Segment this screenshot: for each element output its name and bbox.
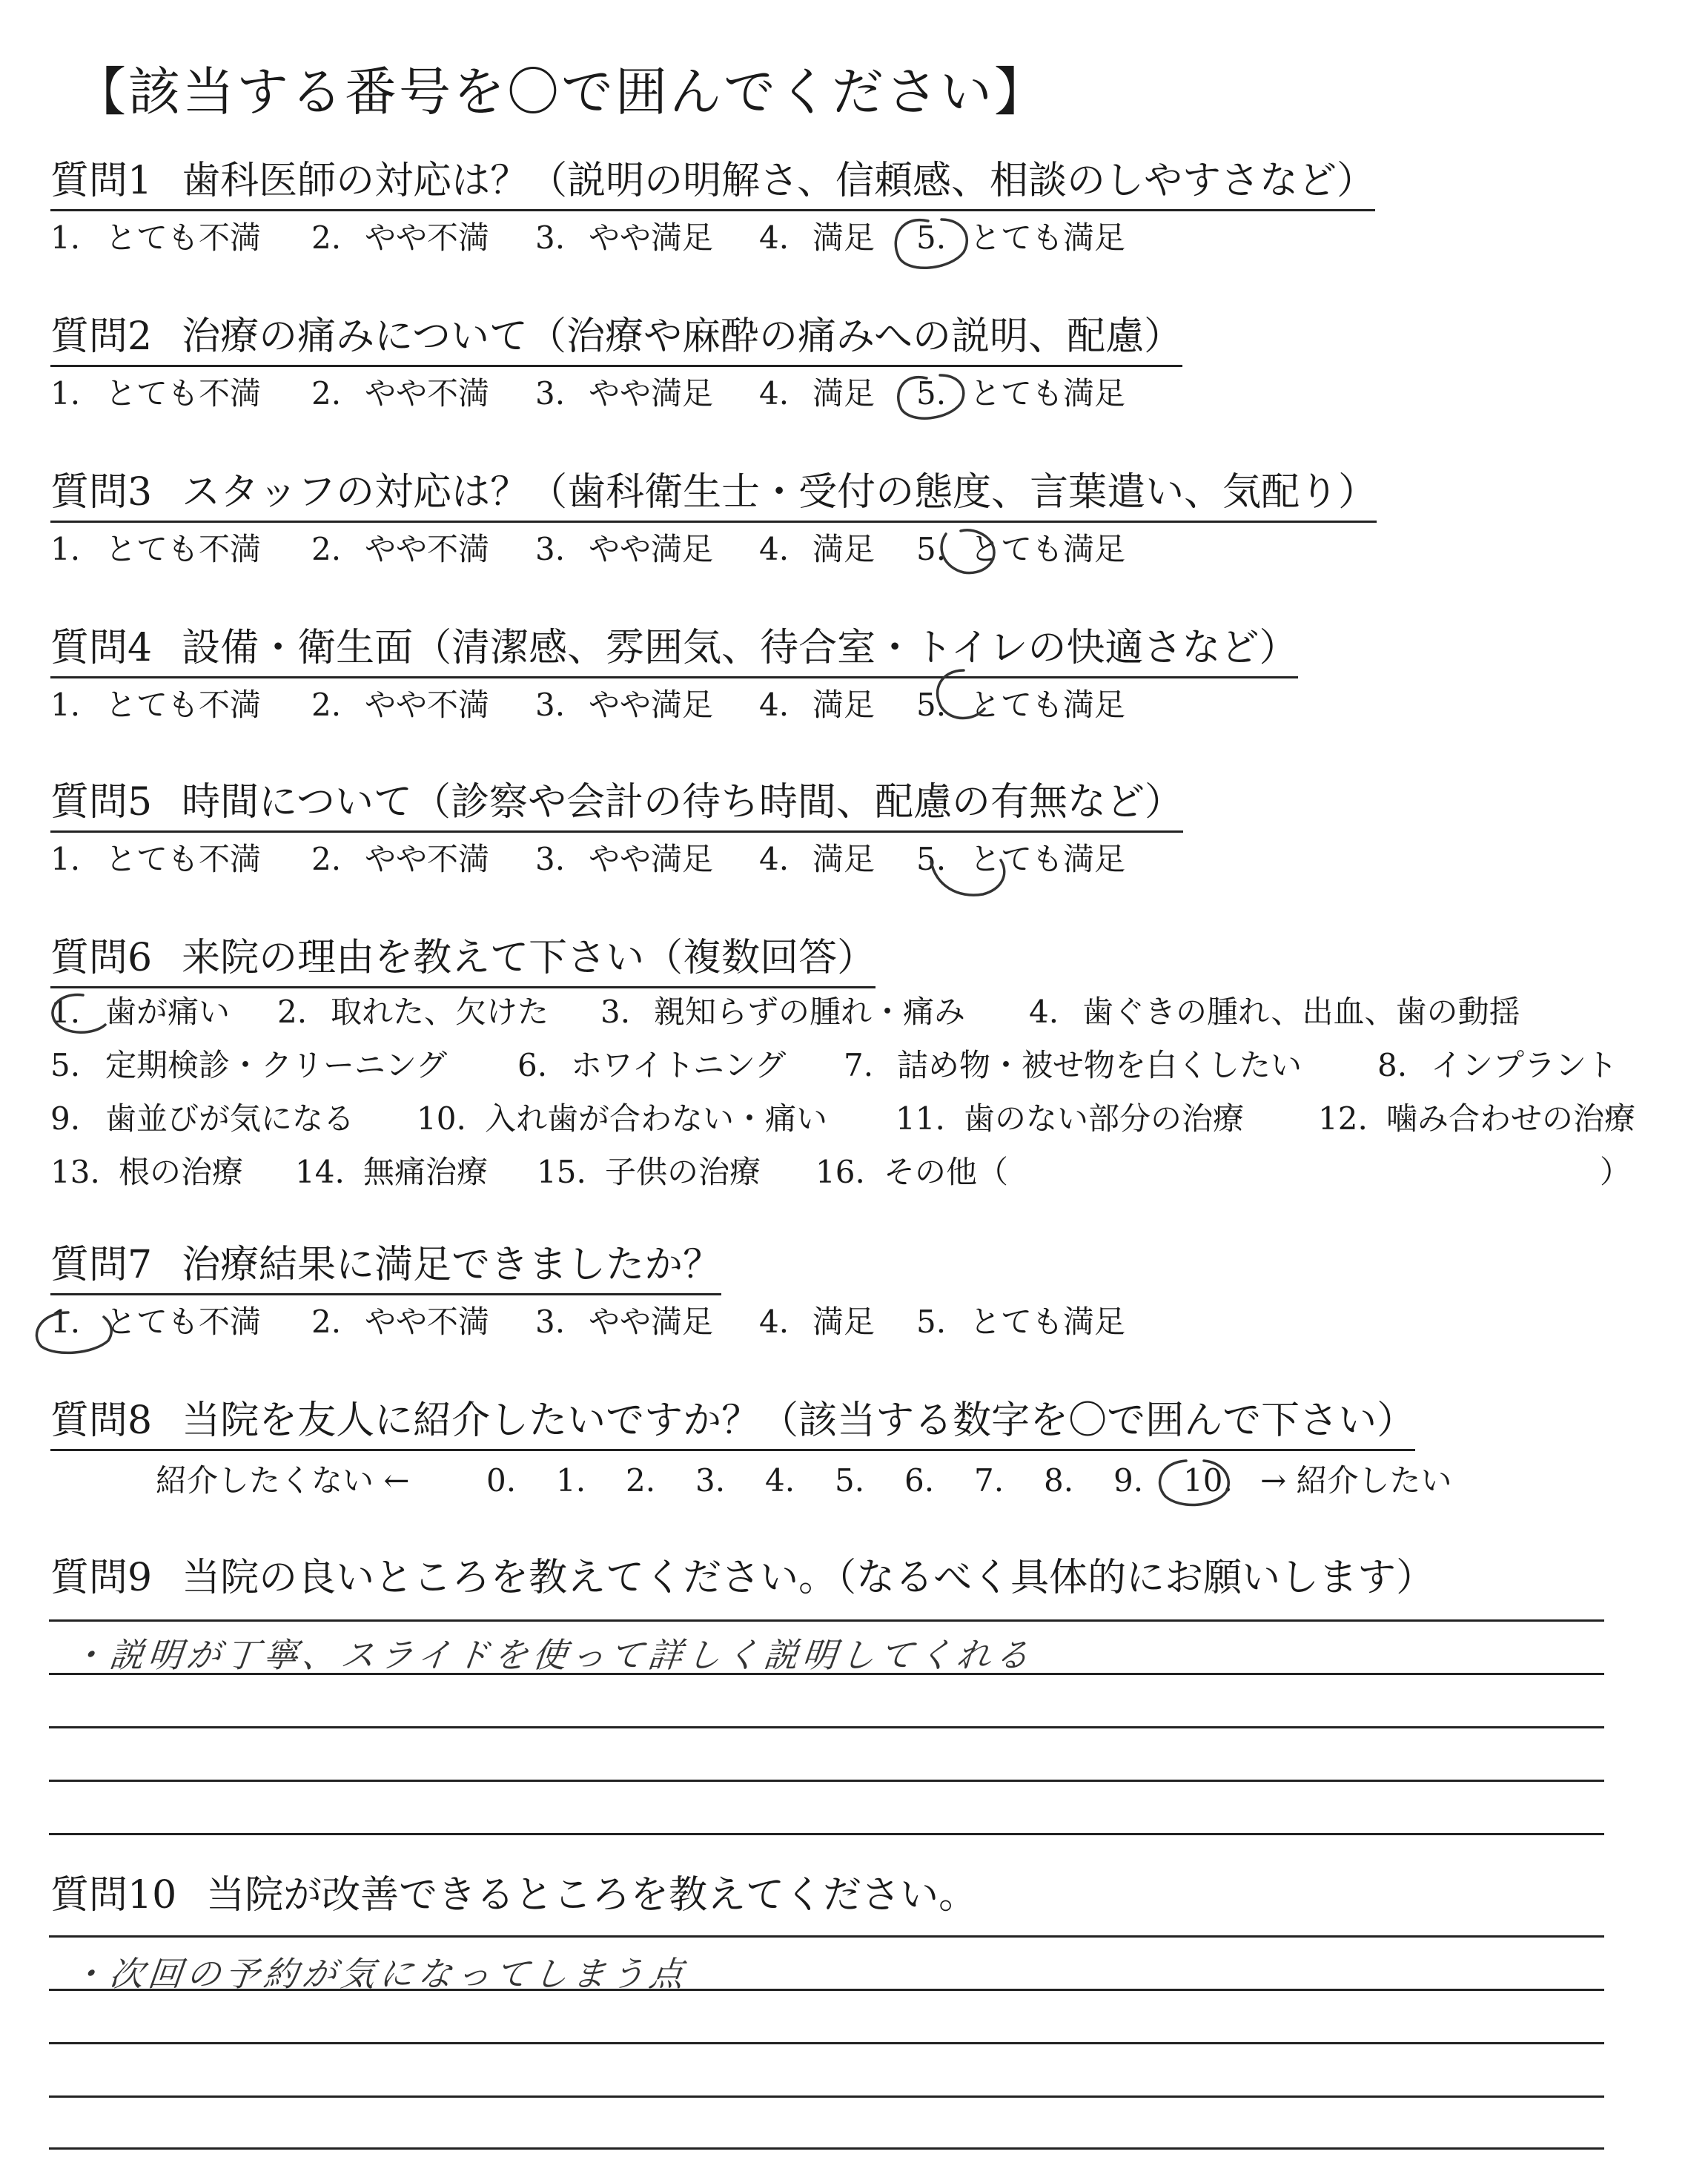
answer-line	[49, 1989, 1604, 1991]
question-5-label: 質問5	[50, 780, 153, 825]
option-num[interactable]: 3.	[535, 375, 566, 412]
question-5-options[interactable]	[50, 841, 1162, 878]
scale-left-label: 紹介したくない ←	[156, 1462, 410, 1499]
scale-number[interactable]: 3.	[695, 1462, 726, 1499]
option-num[interactable]: 4.	[759, 1304, 790, 1340]
question-3-label: 質問3	[50, 470, 153, 515]
scale-number[interactable]: 7.	[974, 1462, 1004, 1499]
question-7-heading	[50, 1243, 721, 1295]
answer-line	[49, 1935, 1604, 1938]
option-label[interactable]: 満足	[812, 687, 875, 723]
answer-line	[49, 2147, 1604, 2150]
option-num[interactable]: 3.	[535, 841, 566, 877]
option-num[interactable]: 5.	[50, 1047, 81, 1083]
option-label[interactable]: やや不満	[365, 531, 490, 567]
option-num[interactable]: 3.	[535, 1304, 566, 1340]
option-num[interactable]: 2.	[311, 531, 342, 567]
option-label[interactable]: 満足	[812, 841, 875, 877]
option-num[interactable]: 2.	[311, 375, 342, 412]
option-label[interactable]: 定期検診・クリーニング	[105, 1047, 448, 1083]
question-1-heading	[50, 159, 1375, 211]
answer-line	[49, 1833, 1604, 1835]
option-num[interactable]: 8.	[1377, 1047, 1408, 1083]
question-3-options[interactable]	[50, 531, 1162, 568]
option-label[interactable]: とても不満	[105, 1304, 262, 1340]
option-label[interactable]: 詰め物・被せ物を白くしたい	[897, 1047, 1302, 1083]
option-num[interactable]: 10.	[417, 1100, 466, 1137]
question-9-label: 質問9	[50, 1556, 153, 1600]
option-num[interactable]: 1.	[50, 375, 81, 412]
option-label[interactable]: とても満足	[970, 375, 1126, 412]
option-label[interactable]: 満足	[812, 1304, 875, 1340]
option-num[interactable]: 4.	[1029, 994, 1059, 1030]
other-close-paren: ）	[1600, 1154, 1632, 1190]
answer-line	[49, 1619, 1604, 1622]
question-10-heading	[50, 1873, 977, 1923]
answer-line	[49, 2042, 1604, 2044]
option-num[interactable]: 5.	[916, 375, 947, 412]
option-label[interactable]: 子供の治療	[605, 1154, 761, 1190]
option-label[interactable]: 歯が痛い	[105, 994, 231, 1030]
answer-line	[49, 1726, 1604, 1728]
option-num[interactable]: 11.	[896, 1100, 945, 1137]
question-7-text: 治療結果に満足できましたか？	[182, 1243, 722, 1287]
option-num[interactable]: 3.	[600, 994, 631, 1030]
option-label[interactable]: やや不満	[365, 1304, 490, 1340]
option-label[interactable]: 歯並びが気になる	[105, 1100, 355, 1137]
scale-number[interactable]: 9.	[1113, 1462, 1144, 1499]
option-label[interactable]: 歯ぐきの腫れ、出血、歯の動揺	[1082, 994, 1520, 1030]
question-10-label: 質問10	[50, 1873, 177, 1918]
option-label[interactable]: やや不満	[365, 841, 490, 877]
question-6-label: 質問6	[50, 936, 153, 980]
question-6-heading	[50, 936, 875, 988]
question-8-heading	[50, 1398, 1415, 1451]
option-num[interactable]: 1.	[50, 687, 81, 723]
option-label[interactable]: とても満足	[970, 687, 1126, 723]
option-num[interactable]: 1.	[50, 841, 81, 877]
option-label[interactable]: インプラント	[1431, 1047, 1618, 1083]
question-9-answer[interactable]: ・説明が丁寧、スライドを使って詳しく説明してくれる	[68, 1635, 1036, 1675]
option-num[interactable]: 5.	[916, 219, 947, 256]
option-label[interactable]: とても満足	[970, 219, 1126, 256]
answer-line	[49, 2095, 1604, 2098]
question-1-text: 歯科医師の対応は？（説明の明解さ、信頼感、相談のしやすさなど）	[182, 159, 1376, 203]
question-7-options[interactable]	[50, 1304, 1162, 1341]
option-label[interactable]: とても不満	[105, 841, 262, 877]
option-label[interactable]: 歯のない部分の治療	[964, 1100, 1245, 1137]
option-num[interactable]: 1.	[50, 219, 81, 256]
option-num[interactable]: 4.	[759, 375, 790, 412]
question-3-text: スタッフの対応は？（歯科衛生士・受付の態度、言葉遣い、気配り）	[182, 470, 1377, 515]
question-1-options[interactable]	[50, 219, 1162, 257]
scale-number[interactable]: 0.	[486, 1462, 517, 1499]
option-num[interactable]: 6.	[517, 1047, 548, 1083]
option-label[interactable]: やや満足	[589, 841, 714, 877]
option-label[interactable]: その他（	[884, 1154, 1009, 1190]
option-label[interactable]: やや不満	[365, 375, 490, 412]
option-num[interactable]: 3.	[535, 219, 566, 256]
option-label[interactable]: 親知らずの腫れ・痛み	[654, 994, 966, 1030]
option-num[interactable]: 15.	[537, 1154, 586, 1190]
option-num[interactable]: 2.	[311, 687, 342, 723]
option-label[interactable]: やや満足	[589, 219, 714, 256]
option-num[interactable]: 2.	[311, 219, 342, 256]
option-num[interactable]: 13.	[50, 1154, 100, 1190]
option-num[interactable]: 16.	[815, 1154, 865, 1190]
option-label[interactable]: やや満足	[589, 687, 714, 723]
question-6-text: 来院の理由を教えて下さい（複数回答）	[182, 936, 876, 980]
question-2-options[interactable]	[50, 375, 1162, 412]
option-label[interactable]: とても不満	[105, 531, 262, 567]
scale-number[interactable]: 10.	[1183, 1462, 1233, 1499]
question-10-answer[interactable]: ・次回の予約が気になってしまう点	[68, 1954, 690, 1994]
option-label[interactable]: とても不満	[105, 219, 262, 256]
scale-right-label: → 紹介したい	[1260, 1462, 1452, 1499]
option-num[interactable]: 14.	[295, 1154, 345, 1190]
option-label[interactable]: とても不満	[105, 687, 262, 723]
question-8-scale[interactable]	[156, 1462, 1490, 1499]
option-num[interactable]: 5.	[916, 531, 947, 567]
question-8-label: 質問8	[50, 1398, 153, 1443]
option-num[interactable]: 3.	[535, 687, 566, 723]
answer-line	[49, 1673, 1604, 1675]
option-label[interactable]: 取れた、欠けた	[331, 994, 549, 1030]
option-label[interactable]: やや不満	[365, 219, 490, 256]
question-10-text: 当院が改善できるところを教えてください。	[206, 1873, 978, 1918]
option-num[interactable]: 12.	[1318, 1100, 1368, 1137]
question-7-label: 質問7	[50, 1243, 153, 1287]
question-9-heading	[50, 1556, 1434, 1606]
question-5-heading	[50, 780, 1183, 833]
option-label[interactable]: とても不満	[105, 375, 262, 412]
option-label[interactable]: 噛み合わせの治療	[1386, 1100, 1636, 1137]
question-4-text: 設備・衛生面（清潔感、雰囲気、待合室・トイレの快適さなど）	[182, 626, 1298, 670]
option-num[interactable]: 4.	[759, 841, 790, 877]
option-num[interactable]: 9.	[50, 1100, 81, 1137]
option-label[interactable]: やや満足	[589, 531, 714, 567]
question-9-text: 当院の良いところを教えてください。（なるべく具体的にお願いします）	[182, 1556, 1435, 1600]
scale-number[interactable]: 6.	[904, 1462, 935, 1499]
option-num[interactable]: 5.	[916, 687, 947, 723]
page-title: 【該当する番号を〇で囲んでください】	[74, 62, 1048, 122]
option-num[interactable]: 4.	[759, 219, 790, 256]
option-num[interactable]: 4.	[759, 531, 790, 567]
option-num[interactable]: 5.	[916, 1304, 947, 1340]
option-label[interactable]: 根の治療	[119, 1154, 244, 1190]
option-label[interactable]: やや不満	[365, 687, 490, 723]
question-1-label: 質問1	[50, 159, 153, 203]
scale-number[interactable]: 8.	[1044, 1462, 1074, 1499]
option-label[interactable]: 入れ歯が合わない・痛い	[485, 1100, 828, 1137]
option-num[interactable]: 4.	[759, 687, 790, 723]
option-label[interactable]: とても満足	[970, 841, 1126, 877]
option-label[interactable]: 満足	[812, 375, 875, 412]
option-label[interactable]: 無痛治療	[363, 1154, 489, 1190]
question-2-text: 治療の痛みについて（治療や麻酔の痛みへの説明、配慮）	[182, 314, 1183, 359]
question-8-text: 当院を友人に紹介したいですか？（該当する数字を〇で囲んで下さい）	[182, 1398, 1416, 1443]
option-label[interactable]: とても満足	[970, 531, 1126, 567]
scale-number[interactable]: 1.	[556, 1462, 586, 1499]
option-num[interactable]: 5.	[916, 841, 947, 877]
option-num[interactable]: 3.	[535, 531, 566, 567]
question-4-heading	[50, 626, 1298, 678]
option-num[interactable]: 1.	[50, 994, 81, 1030]
question-4-label: 質問4	[50, 626, 153, 670]
option-num[interactable]: 1.	[50, 1304, 81, 1340]
option-label[interactable]: とても満足	[970, 1304, 1126, 1340]
option-num[interactable]: 7.	[844, 1047, 874, 1083]
question-5-text: 時間について（診察や会計の待ち時間、配慮の有無など）	[182, 780, 1184, 825]
question-2-heading	[50, 314, 1182, 367]
question-4-options[interactable]	[50, 687, 1162, 724]
scale-number[interactable]: 4.	[765, 1462, 795, 1499]
option-label[interactable]: ホワイトニング	[571, 1047, 787, 1083]
option-label[interactable]: 満足	[812, 531, 875, 567]
option-num[interactable]: 2.	[311, 1304, 342, 1340]
question-3-heading	[50, 470, 1377, 523]
option-label[interactable]: 満足	[812, 219, 875, 256]
scale-number[interactable]: 5.	[835, 1462, 865, 1499]
option-num[interactable]: 2.	[277, 994, 308, 1030]
option-num[interactable]: 2.	[311, 841, 342, 877]
option-num[interactable]: 1.	[50, 531, 81, 567]
scale-number[interactable]: 2.	[626, 1462, 656, 1499]
answer-line	[49, 1780, 1604, 1782]
question-6-options[interactable]	[50, 994, 1659, 1216]
question-2-label: 質問2	[50, 314, 153, 359]
option-label[interactable]: やや満足	[589, 375, 714, 412]
option-label[interactable]: やや満足	[589, 1304, 714, 1340]
